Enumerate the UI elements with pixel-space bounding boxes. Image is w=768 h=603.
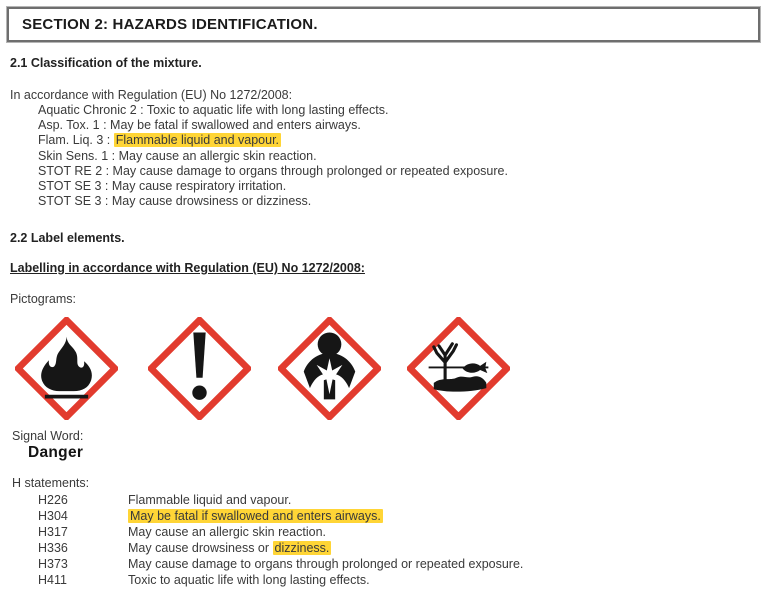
- section-header-box: [7, 7, 760, 42]
- h-code: H317: [38, 525, 68, 539]
- h-text: [128, 508, 383, 524]
- h-statements-list: [38, 492, 523, 588]
- classification-text: STOT SE 3 : May cause respiratory irritation.: [38, 179, 287, 194]
- h-text: [128, 572, 370, 588]
- labelling-subheading: Labelling in accordance with Regulation (EU) No 1272/2008:: [10, 261, 365, 275]
- exclamation-pictogram-svg: [148, 317, 251, 420]
- classification-text: STOT SE 3 : May cause drowsiness or dizziness.: [38, 194, 312, 209]
- h-code: H336: [38, 541, 68, 555]
- h-text-plain: Toxic to aquatic life with long lasting effects.: [128, 573, 370, 587]
- h-code: H304: [38, 509, 68, 523]
- h-text: [128, 492, 291, 508]
- health-hazard-pictogram-svg: [278, 317, 381, 420]
- classification-text: STOT RE 2 : May cause damage to organs through prolonged or repeated exposure.: [38, 163, 508, 178]
- section-title: SECTION 2: HAZARDS IDENTIFICATION.: [22, 16, 318, 33]
- classification-item: [38, 194, 508, 209]
- ghs-environment-icon: [407, 317, 510, 420]
- h-text-plain: May cause an allergic skin reaction.: [128, 525, 327, 539]
- h-statements-label: H statements:: [12, 476, 90, 490]
- h-statement-row: [38, 540, 523, 556]
- ghs-flame-icon: [15, 317, 118, 420]
- classification-text: Aquatic Chronic 2 : Toxic to aquatic life with long lasting effects.: [38, 103, 389, 117]
- flame-pictogram-svg: [15, 317, 118, 420]
- classification-text: Skin Sens. 1 : May cause an allergic skin reaction.: [38, 148, 317, 163]
- classification-item: [38, 164, 508, 179]
- signal-word-value: Danger: [28, 444, 84, 461]
- classification-item: [38, 179, 508, 194]
- h-text-plain: May cause drowsiness or: [128, 541, 273, 555]
- h-text-highlighted: dizziness.: [274, 541, 330, 555]
- classification-item: [38, 118, 508, 133]
- classification-highlighted-text: Flammable liquid and vapour.: [115, 133, 280, 148]
- ghs-health-hazard-icon: [278, 317, 381, 420]
- signal-word-label: Signal Word:: [12, 429, 84, 443]
- h-text: [128, 540, 331, 556]
- red-diamond-border: [410, 320, 507, 417]
- classification-text: Flam. Liq. 3 :: [38, 133, 114, 148]
- h-text-highlighted: May be fatal if swallowed and enters airways.: [130, 509, 381, 523]
- h-statement-row: [38, 556, 523, 572]
- flame-base-bar: [45, 395, 88, 399]
- classification-list: [38, 103, 508, 209]
- h-statement-row: [38, 524, 523, 540]
- h-statement-row: [38, 492, 523, 508]
- classification-item: [38, 149, 508, 164]
- classification-item: [38, 103, 508, 118]
- person-head: [318, 332, 342, 356]
- h-text: [128, 556, 523, 572]
- h-text-plain: Flammable liquid and vapour.: [128, 493, 292, 507]
- h-code: H373: [38, 557, 68, 571]
- classification-text: Asp. Tox. 1 : May be fatal if swallowed and enters airways.: [38, 118, 361, 133]
- classification-item: [38, 133, 508, 148]
- classification-intro: In accordance with Regulation (EU) No 1272/2008:: [10, 88, 293, 102]
- pictograms-label: Pictograms:: [10, 292, 76, 306]
- h-code: H411: [38, 573, 67, 587]
- ghs-exclamation-icon: [148, 317, 251, 420]
- h-text: [128, 524, 326, 540]
- classification-heading: 2.1 Classification of the mixture.: [10, 56, 202, 70]
- h-statement-row: [38, 572, 523, 588]
- exclamation-dot: [192, 385, 206, 399]
- label-elements-heading: 2.2 Label elements.: [10, 231, 125, 245]
- h-text-plain: May cause damage to organs through prolonged or repeated exposure.: [128, 557, 524, 571]
- h-code: H226: [38, 493, 68, 507]
- environment-pictogram-svg: [407, 317, 510, 420]
- h-statement-row: [38, 508, 523, 524]
